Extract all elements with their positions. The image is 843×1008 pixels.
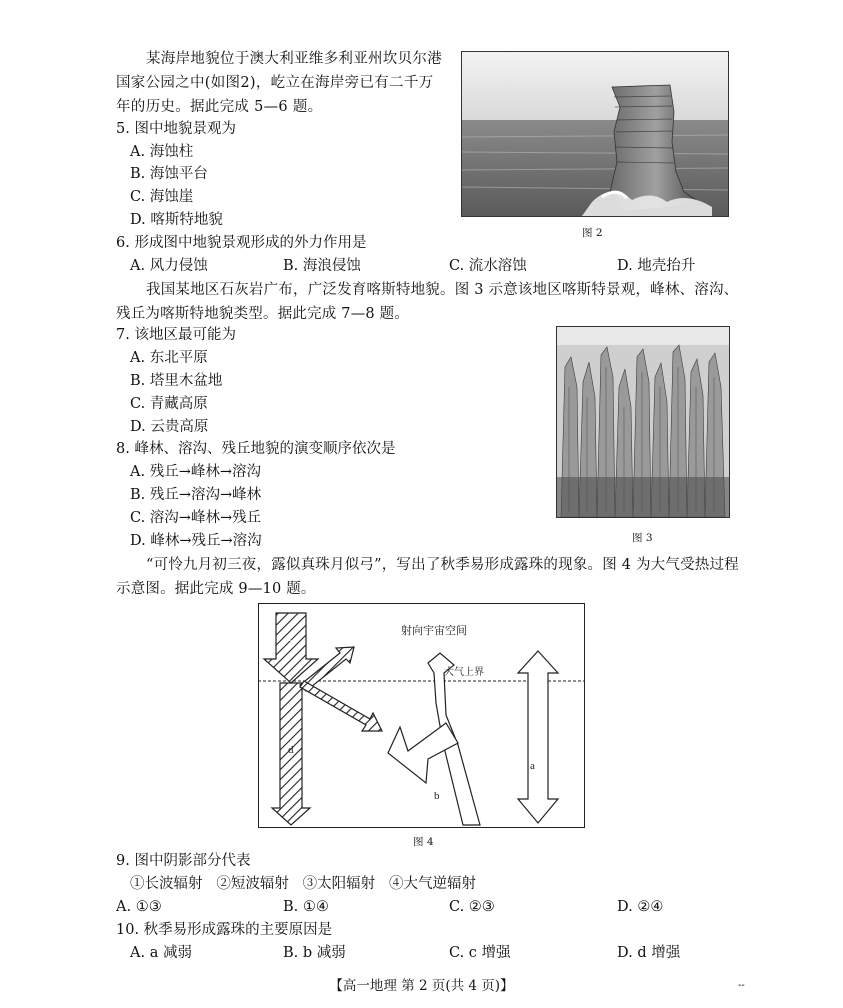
page-footer: 【高一地理 第 2 页(共 4 页)】 xyxy=(329,978,514,994)
question-8-option-d: D. 峰林→残丘→溶沟 xyxy=(130,533,262,549)
question-6-stem: 6. 形成图中地貌景观形成的外力作用是 xyxy=(116,235,367,251)
question-5-option-c: C. 海蚀崖 xyxy=(130,189,194,205)
question-8-option-c: C. 溶沟→峰林→残丘 xyxy=(130,510,262,526)
question-7-stem: 7. 该地区最可能为 xyxy=(116,327,236,343)
label-a-text: a xyxy=(530,760,535,772)
question-9-option-a: A. ①③ xyxy=(116,899,162,915)
figure-2-caption: 图 2 xyxy=(582,227,603,239)
figure-3-karst-photo xyxy=(556,326,730,518)
label-space-text: 射向宇宙空间 xyxy=(401,625,467,637)
question-6-option-b: B. 海浪侵蚀 xyxy=(283,258,361,274)
question-7-option-a: A. 东北平原 xyxy=(130,350,208,366)
question-7-option-b: B. 塔里木盆地 xyxy=(130,373,223,389)
passage-3: “可怜九月初三夜，露似真珠月似弓”，写出了秋季易形成露珠的现象。图 4 为大气受热过程示意图。据此完成 9—10 题。 xyxy=(116,557,739,597)
question-9-option-c: C. ②③ xyxy=(449,899,495,915)
passage-1: 某海岸地貌位于澳大利亚维多利亚州坎贝尔港国家公园之中(如图2)，屹立在海岸旁已有二千万年的历史。据此完成 5—6 题。 xyxy=(116,51,442,115)
question-6-option-a: A. 风力侵蚀 xyxy=(130,258,208,274)
sea-stack-image xyxy=(462,52,728,216)
karst-stone-forest-image xyxy=(557,327,729,517)
question-10-option-d: D. d 增强 xyxy=(617,945,681,961)
label-c-text: c xyxy=(288,633,293,644)
label-boundary-text: 大气上界 xyxy=(444,667,484,678)
figure-3-caption: 图 3 xyxy=(632,532,653,544)
question-9-stem: 9. 图中阴影部分代表 xyxy=(116,853,251,869)
question-7-option-c: C. 青藏高原 xyxy=(130,396,208,412)
figure-4-atmosphere-heating-diagram xyxy=(258,603,585,828)
question-5-option-b: B. 海蚀平台 xyxy=(130,166,208,182)
figure-4-caption: 图 4 xyxy=(413,836,434,848)
question-9-option-b: B. ①④ xyxy=(283,899,329,915)
question-9-choices: ①长波辐射 ②短波辐射 ③太阳辐射 ④大气逆辐射 xyxy=(130,876,476,892)
label-d-text: d xyxy=(288,744,294,756)
question-5-option-a: A. 海蚀柱 xyxy=(130,144,194,160)
question-8-stem: 8. 峰林、溶沟、残丘地貌的演变顺序依次是 xyxy=(116,441,396,457)
question-6-option-c: C. 流水溶蚀 xyxy=(449,258,527,274)
label-b-text: b xyxy=(434,790,440,802)
question-8-option-b: B. 残丘→溶沟→峰林 xyxy=(130,487,262,503)
question-8-option-a: A. 残丘→峰林→溶沟 xyxy=(130,464,261,480)
question-5-stem: 5. 图中地貌景观为 xyxy=(116,121,236,137)
question-10-option-c: C. c 增强 xyxy=(449,945,511,961)
question-7-option-d: D. 云贵高原 xyxy=(130,419,209,435)
question-10-option-a: A. a 减弱 xyxy=(130,945,192,961)
question-9-option-d: D. ②④ xyxy=(617,899,664,915)
question-10-option-b: B. b 减弱 xyxy=(283,945,346,961)
question-6-option-d: D. 地壳抬升 xyxy=(617,258,696,274)
question-5-option-d: D. 喀斯特地貌 xyxy=(130,212,223,228)
question-10-stem: 10. 秋季易形成露珠的主要原因是 xyxy=(116,922,333,938)
figure-2-sea-stack-photo xyxy=(461,51,729,217)
footer-mark: -- xyxy=(738,980,745,991)
passage-2: 我国某地区石灰岩广布，广泛发育喀斯特地貌。图 3 示意该地区喀斯特景观，峰林、溶沟、残丘为喀斯特地貌类型。据此完成 7—8 题。 xyxy=(116,282,739,322)
